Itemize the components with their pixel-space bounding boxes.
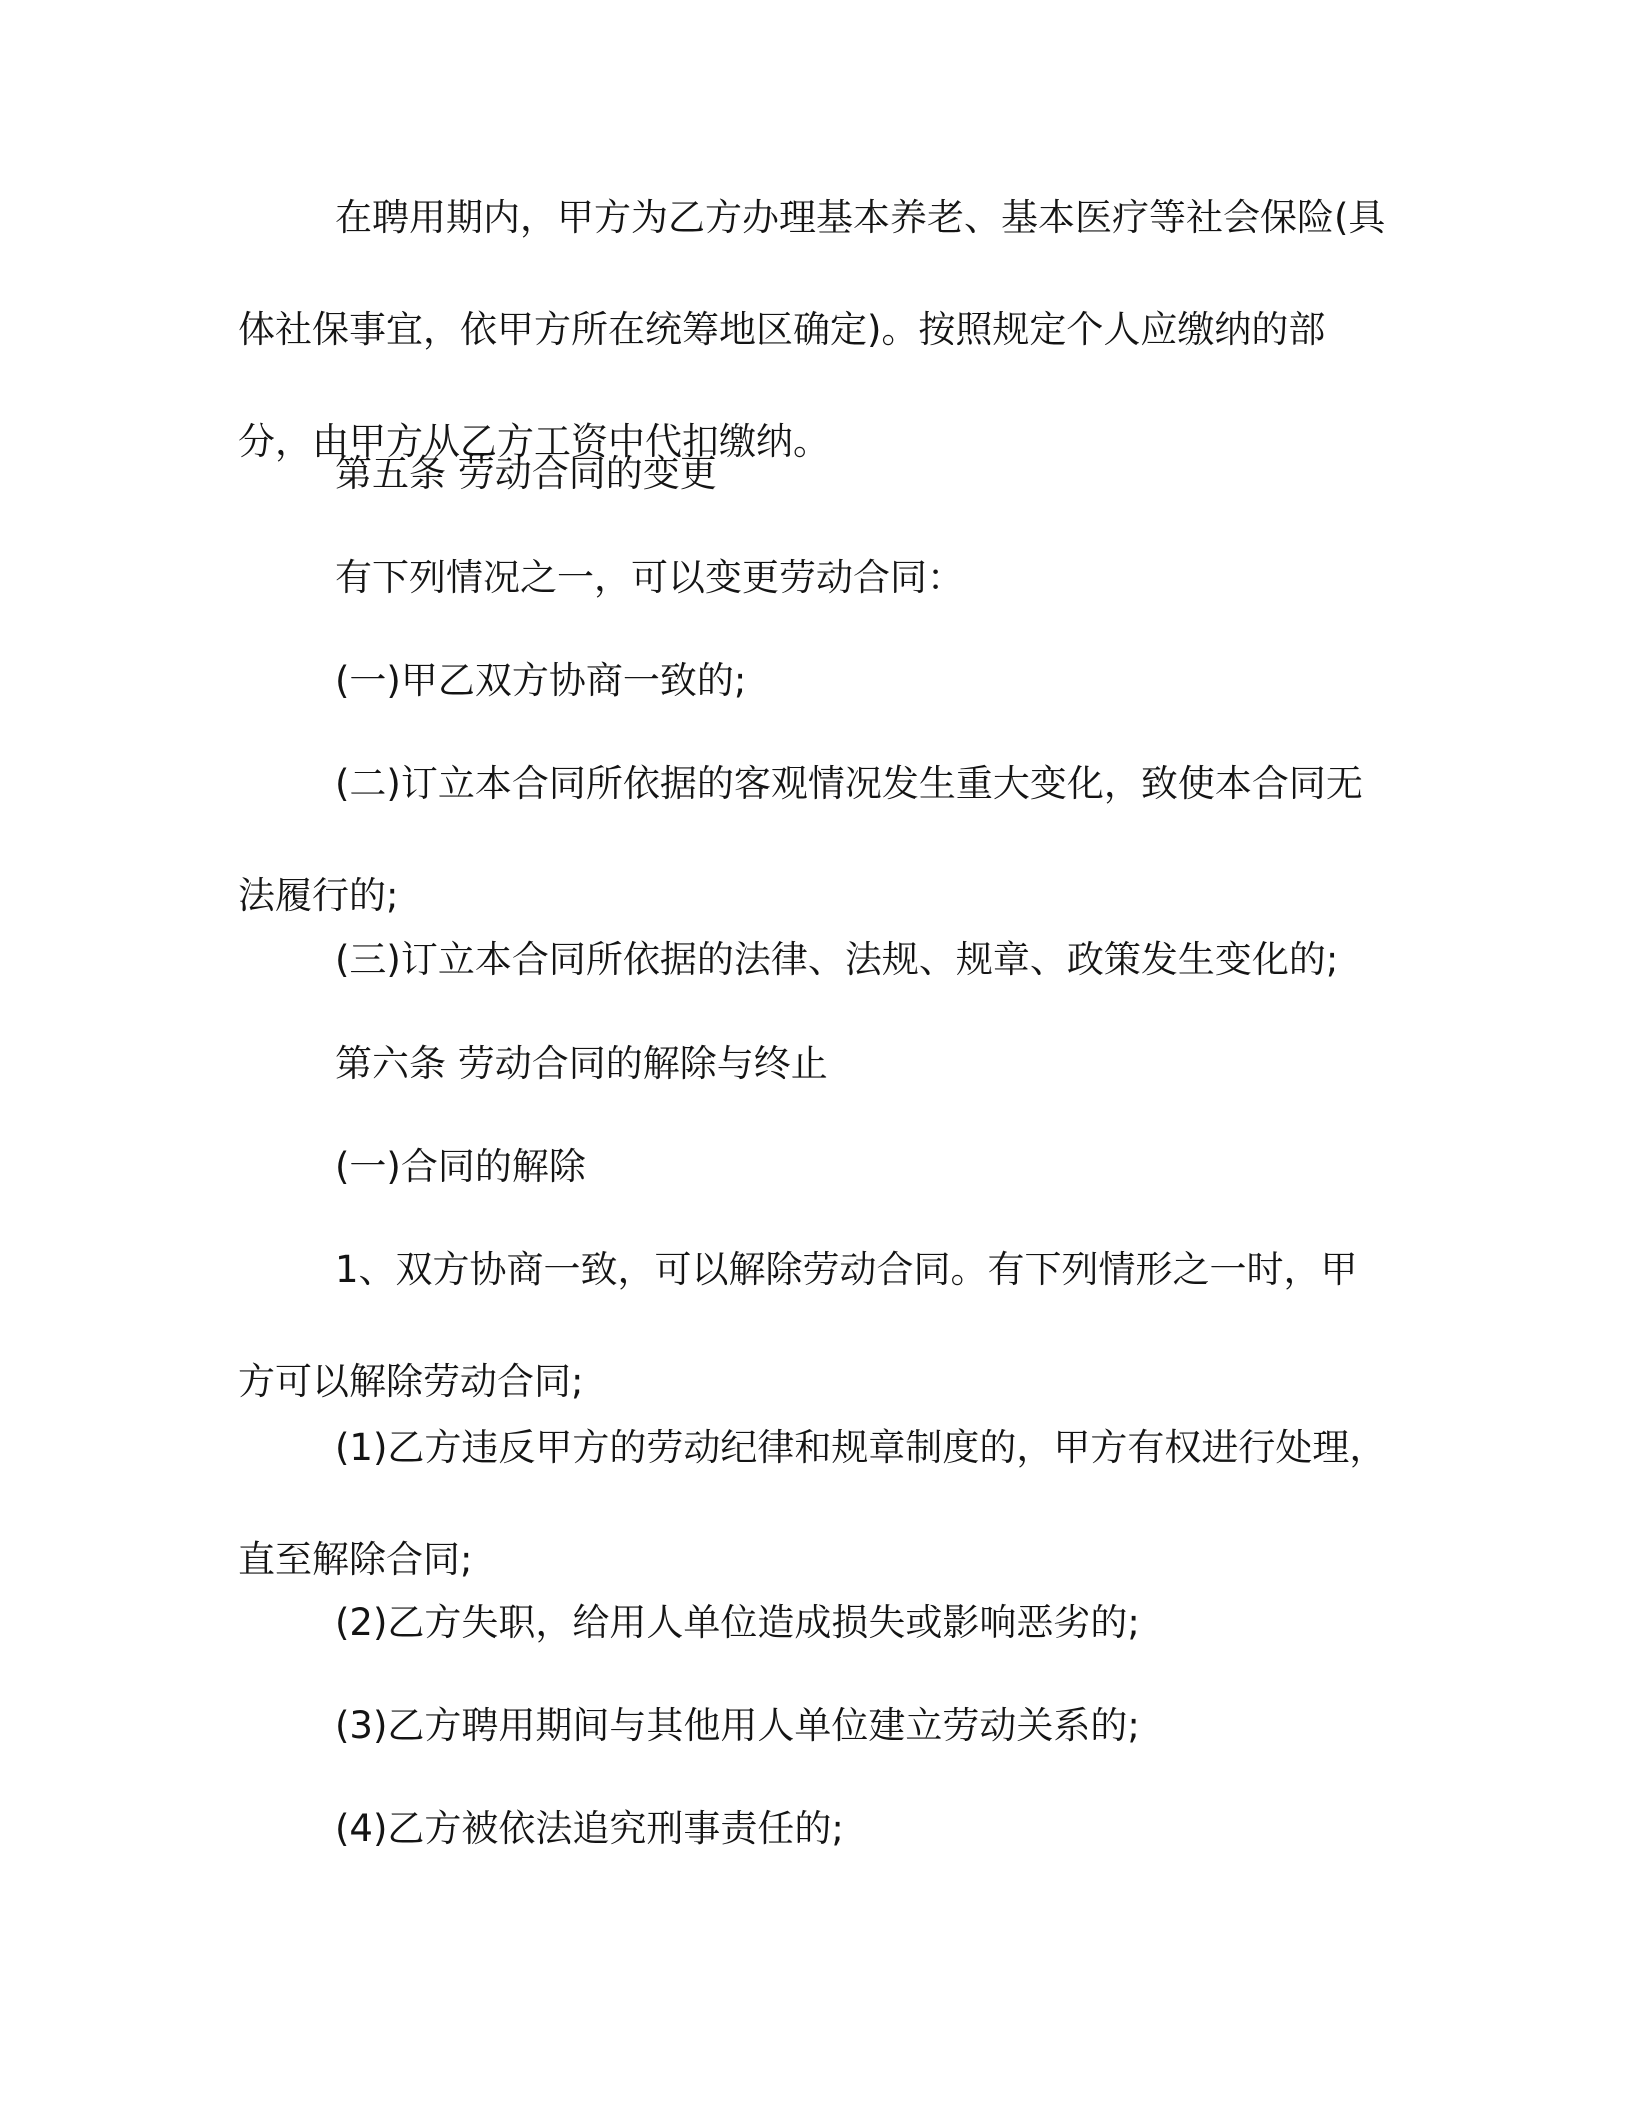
list-item-change-2: (二)订立本合同所依据的客观情况发生重大变化，致使本合同无法履行的; (238, 762, 1363, 917)
list-item-termination-4: (4)乙方被依法追究刑事责任的; (335, 1807, 844, 1850)
subheading-termination: (一)合同的解除 (335, 1145, 586, 1188)
paragraph-change-conditions: 有下列情况之一，可以变更劳动合同： (335, 556, 964, 599)
heading-article-5: 第五条 劳动合同的变更 (335, 452, 717, 495)
list-item-termination-3: (3)乙方聘用期间与其他用人单位建立劳动关系的; (335, 1704, 1140, 1747)
list-item-change-1: (一)甲乙双方协商一致的; (335, 659, 747, 702)
list-item-change-3: (三)订立本合同所依据的法律、法规、规章、政策发生变化的; (335, 938, 1339, 981)
heading-article-6: 第六条 劳动合同的解除与终止 (335, 1042, 828, 1085)
list-item-termination-2: (2)乙方失职，给用人单位造成损失或影响恶劣的; (335, 1601, 1140, 1644)
paragraph-mutual-termination: 1、双方协商一致，可以解除劳动合同。有下列情形之一时，甲方可以解除劳动合同; (238, 1248, 1358, 1403)
list-item-termination-1: (1)乙方违反甲方的劳动纪律和规章制度的，甲方有权进行处理，直至解除合同; (238, 1426, 1387, 1581)
paragraph-social-insurance: 在聘用期内，甲方为乙方办理基本养老、基本医疗等社会保险(具体社保事宜，依甲方所在统筹地区确定)。按照规定个人应缴纳的部分，由甲方从乙方工资中代扣缴纳。 (238, 196, 1386, 463)
